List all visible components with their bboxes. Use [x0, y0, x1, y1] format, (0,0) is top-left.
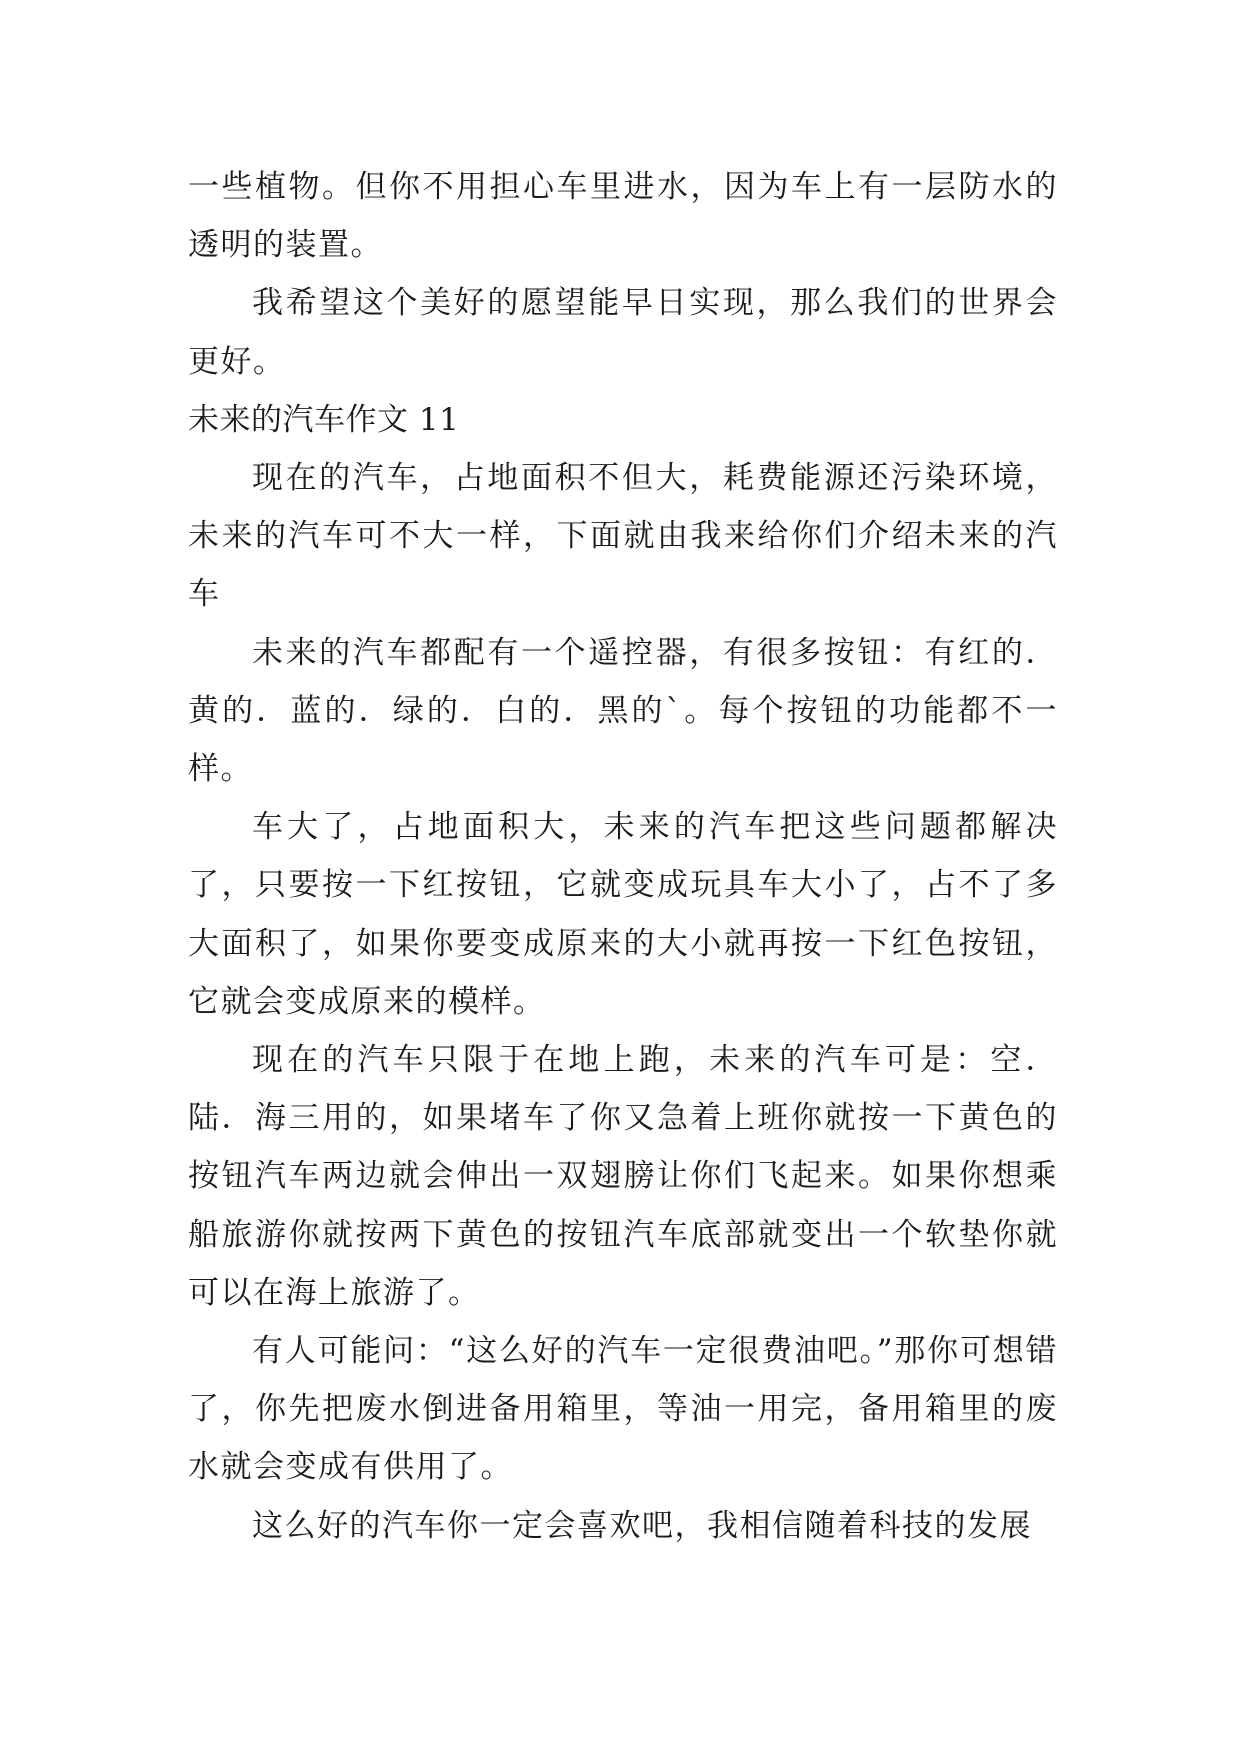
paragraph-remote: 未来的汽车都配有一个遥控器，有很多按钮：有红的．黄的．蓝的．绿的．白的．黑的`。每个按钮的功能都不一样。: [188, 634, 1058, 788]
paragraph-hope: 我希望这个美好的愿望能早日实现，那么我们的世界会更好。: [188, 285, 1058, 380]
paragraph-closing: 这么好的汽车你一定会喜欢吧，我相信随着科技的发展: [252, 1507, 1032, 1544]
paragraph-fuel: 有人可能问：“这么好的汽车一定很费油吧。”那你可想错了，你先把废水倒进备用箱里，等油一用完，备用箱里的废水就会变成有供用了。: [188, 1333, 1058, 1486]
document-body: [188, 158, 1058, 1555]
paragraph-intro: 现在的汽车，占地面积不但大，耗费能源还污染环境，未来的汽车可不大一样，下面就由我来给你们介绍未来的汽车: [188, 460, 1058, 613]
essay-title: 未来的汽车作文 11: [188, 401, 460, 438]
paragraph-red-button: 车大了，占地面积大，未来的汽车把这些问题都解决了，只要按一下红按钮，它就变成玩具车大小了，占不了多大面积了，如果你要变成原来的大小就再按一下红色按钮，它就会变成原来的模样。: [188, 809, 1058, 1020]
paragraph-yellow-button: 现在的汽车只限于在地上跑，未来的汽车可是：空．陆．海三用的，如果堵车了你又急着上班你就按一下黄色的按钮汽车两边就会伸出一双翅膀让你们飞起来。如果你想乘船旅游你就按两下黄色的按钮汽车底部就变出一个软垫你就可以在海上旅游了。: [188, 1042, 1058, 1311]
paragraph-continuation: 一些植物。但你不用担心车里进水，因为车上有一层防水的透明的装置。: [188, 169, 1058, 264]
